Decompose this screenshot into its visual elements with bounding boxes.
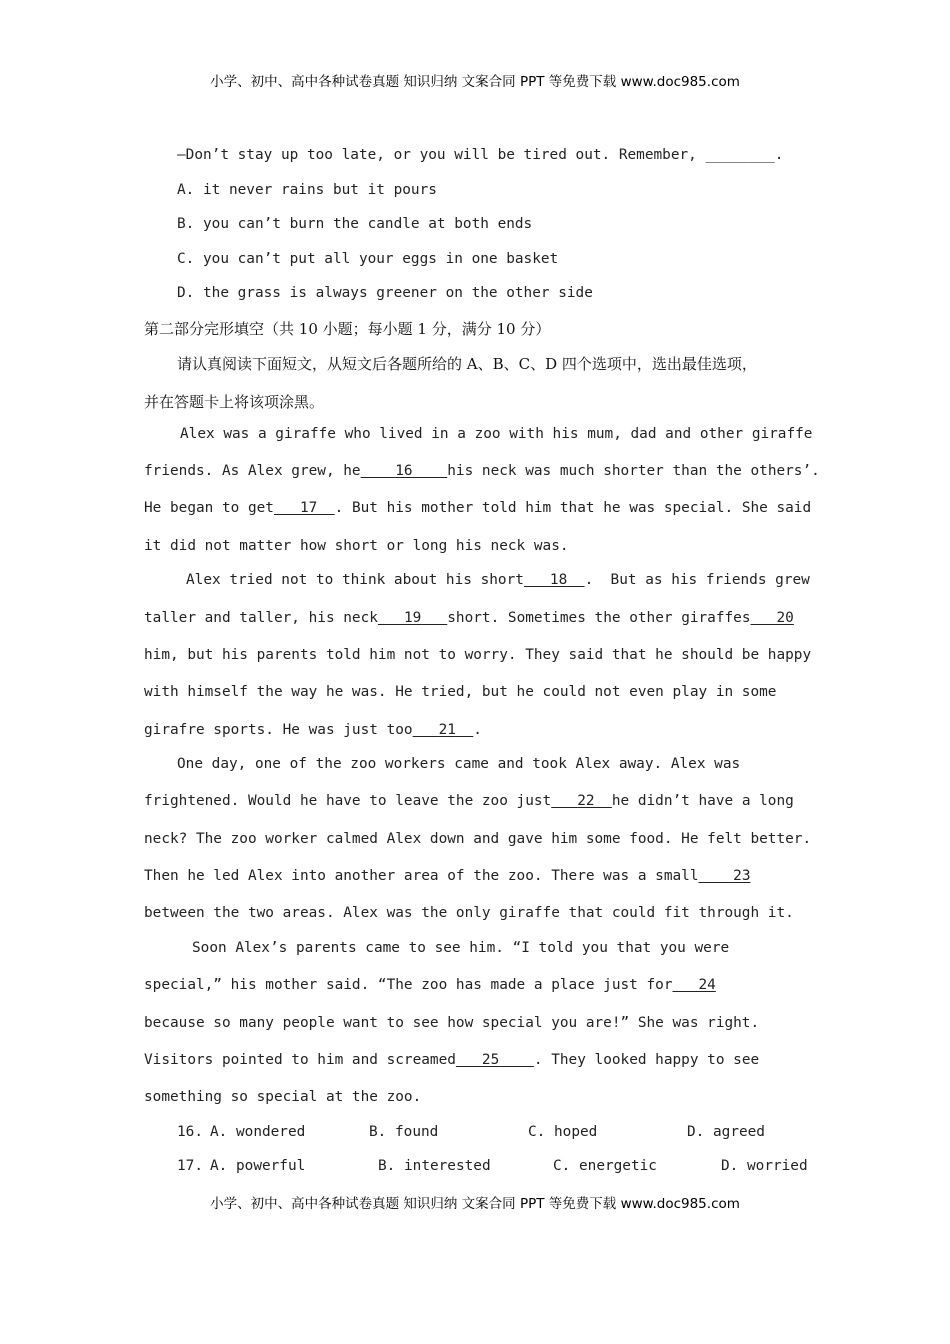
passage-line: special,” his mother said. “The zoo has made a place just for 24	[144, 977, 716, 993]
passage-line: between the two areas. Alex was the only giraffe that could fit through it.	[144, 905, 794, 921]
section-instruction-2: 并在答题卡上将该项涂黑。	[144, 393, 325, 411]
passage-line: friends. As Alex grew, he 16 his neck was much shorter than the others’.	[144, 463, 820, 479]
blank-25: 25	[481, 1052, 500, 1068]
q16-number: 16.	[177, 1124, 203, 1140]
passage-line: Alex was a giraffe who lived in a zoo with his mum, dad and other giraffe	[180, 426, 813, 442]
q15-option-a: A. it never rains but it pours	[177, 182, 437, 198]
q17-number: 17.	[177, 1158, 203, 1174]
passage-line: He began to get 17 . But his mother told him that he was special. She said	[144, 500, 812, 516]
q16-option-b: B. found	[369, 1124, 439, 1140]
q17-option-a: A. powerful	[210, 1158, 306, 1174]
passage-line: frightened. Would he have to leave the zoo just 22 he didn’t have a long	[144, 793, 794, 809]
q16-option-d: D. agreed	[687, 1124, 765, 1140]
blank-20: 20	[776, 610, 794, 626]
passage-line: because so many people want to see how special you are!” She was right.	[144, 1015, 760, 1031]
q15-stem: —Don’t stay up too late, or you will be tired out. Remember, ________.	[177, 147, 784, 163]
passage-line: it did not matter how short or long his neck was.	[144, 538, 569, 554]
passage-line: Soon Alex’s parents came to see him. “I told you that you were	[192, 940, 730, 956]
blank-19: 19	[403, 610, 422, 626]
passage-line: girafre sports. He was just too 21 .	[144, 722, 482, 738]
passage-line: Then he led Alex into another area of the zoo. There was a small 23	[144, 868, 751, 884]
passage-line: Alex tried not to think about his short 18 . But as his friends grew	[186, 572, 810, 588]
passage-line: neck? The zoo worker calmed Alex down and gave him some food. He felt better.	[144, 831, 812, 847]
q16-option-c: C. hoped	[528, 1124, 598, 1140]
q17-option-b: B. interested	[378, 1158, 491, 1174]
page-footer: 小学、初中、高中各种试卷真题 知识归纳 文案合同 PPT 等免费下载 www.doc985.com	[210, 1196, 740, 1212]
blank-17: 17	[299, 500, 318, 516]
blank-18: 18	[549, 572, 568, 588]
blank-23: 23	[733, 868, 751, 884]
blank-22: 22	[577, 793, 595, 809]
q15-option-d: D. the grass is always greener on the other side	[177, 285, 593, 301]
blank-21: 21	[438, 722, 456, 738]
page-header: 小学、初中、高中各种试卷真题 知识归纳 文案合同 PPT 等免费下载 www.doc985.com	[210, 74, 740, 90]
passage-line: taller and taller, his neck 19 short. Sometimes the other giraffes 20	[144, 610, 794, 626]
passage-line: with himself the way he was. He tried, but he could not even play in some	[144, 684, 777, 700]
passage-line: One day, one of the zoo workers came and took Alex away. Alex was	[177, 756, 741, 772]
q15-option-c: C. you can’t put all your eggs in one basket	[177, 251, 559, 267]
blank-24: 24	[698, 977, 716, 993]
blank-16: 16	[395, 463, 413, 479]
section-title: 第二部分完形填空（共 10 小题；每小题 1 分，满分 10 分）	[144, 320, 551, 338]
q15-option-b: B. you can’t burn the candle at both ends	[177, 216, 533, 232]
q17-option-d: D. worried	[721, 1158, 808, 1174]
q16-option-a: A. wondered	[210, 1124, 306, 1140]
q17-option-c: C. energetic	[553, 1158, 657, 1174]
section-instruction-1: 请认真阅读下面短文，从短文后各题所给的 A、B、C、D 四个选项中，选出最佳选项，	[177, 355, 757, 373]
passage-line: him, but his parents told him not to worry. They said that he should be happy	[144, 647, 812, 663]
passage-line: Visitors pointed to him and screamed 25 . They looked happy to see	[144, 1052, 760, 1068]
passage-line: something so special at the zoo.	[144, 1089, 422, 1105]
